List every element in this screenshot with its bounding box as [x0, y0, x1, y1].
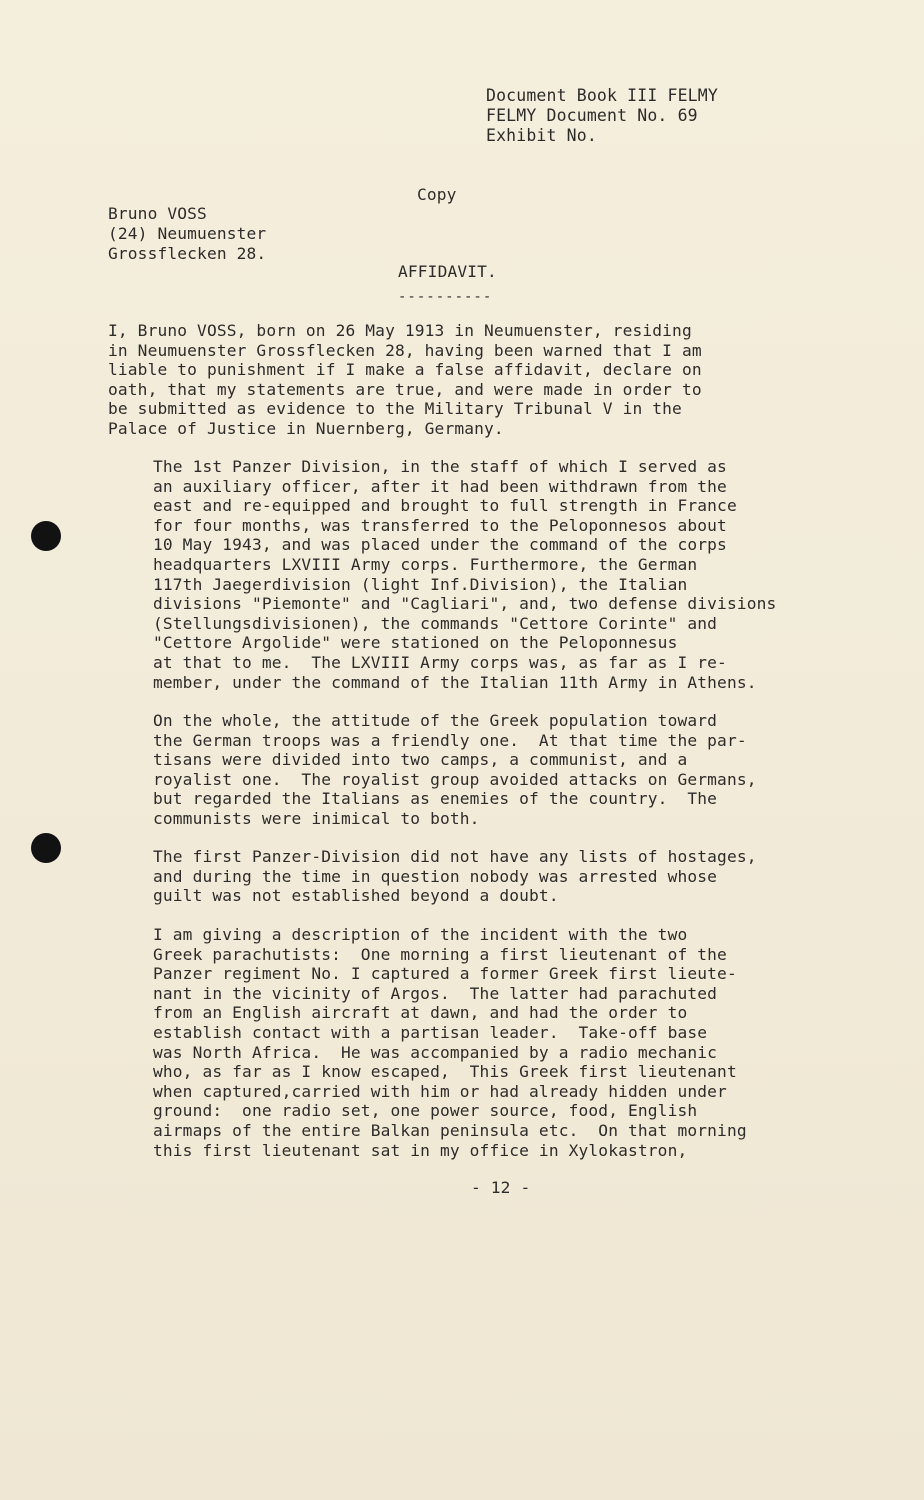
text-line: was North Africa. He was accompanied by a radio mechanic [153, 1042, 718, 1062]
text-line: The 1st Panzer Division, in the staff of which I served as [153, 457, 727, 476]
page-number: - 12 - [471, 1178, 531, 1197]
text-line: (Stellungsdivisionen), the commands "Cettore Corinte" and [153, 613, 718, 633]
punch-hole-lower [31, 833, 61, 863]
header-exhibit: Exhibit No. [486, 126, 597, 145]
header-document-book: Document Book III FELMY [486, 86, 718, 105]
text-line: divisions "Piemonte" and "Cagliari", and, two defense divisions [153, 594, 777, 614]
intro-paragraph [108, 321, 702, 439]
address-street: Grossflecken 28. [108, 244, 267, 263]
text-line: I, Bruno VOSS, born on 26 May 1913 in Neumuenster, residing [108, 321, 692, 340]
text-line: in Neumuenster Grossflecken 28, having been warned that I am [108, 340, 702, 360]
text-line: 10 May 1943, and was placed under the command of the corps [153, 535, 727, 555]
text-line: airmaps of the entire Balkan peninsula etc. On that morning [153, 1120, 747, 1140]
copy-label: Copy [417, 185, 457, 204]
text-line: be submitted as evidence to the Military Tribunal V in the [108, 399, 682, 419]
text-line: east and re-equipped and brought to full strength in France [153, 496, 737, 516]
paragraph-division-transfer [153, 457, 776, 692]
text-line: nant in the vicinity of Argos. The latter had parachuted [153, 983, 718, 1003]
title-underline: ---------- [398, 289, 493, 305]
text-line: who, as far as I know escaped, This Greek first lieutenant [153, 1062, 737, 1082]
text-line: this first lieutenant sat in my office in Xylokastron, [153, 1140, 688, 1160]
text-line: headquarters LXVIII Army corps. Furthermore, the German [153, 554, 698, 574]
text-line: On the whole, the attitude of the Greek population toward [153, 711, 718, 730]
text-line: Greek parachutists: One morning a first lieutenant of the [153, 944, 727, 964]
text-line: when captured,carried with him or had already hidden under [153, 1081, 727, 1101]
header-document-number: FELMY Document No. 69 [486, 106, 698, 125]
text-line: communists were inimical to both. [153, 808, 480, 828]
text-line: ground: one radio set, one power source, food, English [153, 1101, 698, 1121]
paragraph-hostages [153, 847, 757, 906]
text-line: for four months, was transferred to the Peloponnesos about [153, 515, 727, 535]
text-line: the German troops was a friendly one. At that time the par- [153, 730, 747, 750]
paragraph-parachutists [153, 925, 747, 1160]
text-line: from an English aircraft at dawn, and had the order to [153, 1003, 688, 1023]
paragraph-greek-population [153, 711, 757, 829]
text-line: Palace of Justice in Nuernberg, Germany. [108, 418, 504, 438]
text-line: oath, that my statements are true, and were made in order to [108, 379, 702, 399]
text-line: at that to me. The LXVIII Army corps was, as far as I re- [153, 652, 727, 672]
text-line: member, under the command of the Italian 11th Army in Athens. [153, 672, 757, 692]
text-line: establish contact with a partisan leader. Take-off base [153, 1022, 708, 1042]
text-line: guilt was not established beyond a doubt. [153, 886, 559, 906]
text-line: Panzer regiment No. I captured a former Greek first lieute- [153, 964, 737, 984]
address-city: (24) Neumuenster [108, 224, 267, 243]
text-line: tisans were divided into two camps, a communist, and a [153, 750, 688, 770]
text-line: liable to punishment if I make a false affidavit, declare on [108, 360, 702, 380]
text-line: an auxiliary officer, after it had been withdrawn from the [153, 476, 727, 496]
affidavit-title: AFFIDAVIT. [398, 262, 497, 281]
address-name: Bruno VOSS [108, 204, 207, 223]
text-line: royalist one. The royalist group avoided attacks on Germans, [153, 769, 757, 789]
text-line: The first Panzer-Division did not have any lists of hostages, [153, 847, 757, 866]
text-line: I am giving a description of the incident with the two [153, 925, 688, 944]
text-line: but regarded the Italians as enemies of the country. The [153, 789, 718, 809]
text-line: "Cettore Argolide" were stationed on the Peloponnesus [153, 633, 678, 653]
text-line: 117th Jaegerdivision (light Inf.Division), the Italian [153, 574, 688, 594]
text-line: and during the time in question nobody was arrested whose [153, 866, 718, 886]
punch-hole-upper [31, 521, 61, 551]
